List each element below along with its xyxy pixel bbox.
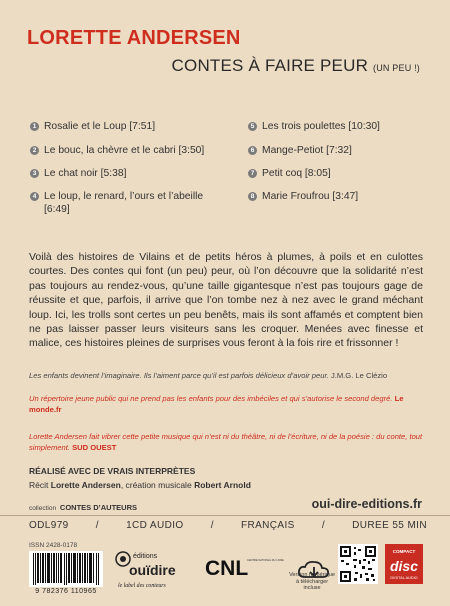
product-specs	[29, 520, 427, 531]
track-item	[30, 190, 230, 216]
track-label: Le bouc, la chèvre et le cabri [3:50]	[44, 145, 205, 156]
cd-logo-top: COMPACT	[392, 549, 416, 554]
quote-sud-ouest	[29, 431, 429, 453]
track-item	[30, 167, 230, 180]
track-item	[30, 120, 230, 133]
description-paragraph: Voilà des histoires de Vilains et de petits héros à plumes, à poils et en culottes courtes. Des contes qui font (un peu) peur, où l’on découvre que la solidarité n’est pas toujours au rendez-vous, qu’une taille gigantesque n’est pas toujours gage de réussite et que, parfois, il arrive que l’on tombe nez à nez avec le grand méchant loup. Ici, les trolls sont certes un peu benêts, mais ils sont affamés et comptent bien ne pas laisser passer leurs visiteurs sans les croquer. Menées avec finesse et malice, ces histoires pleines de surprises vous feront à la fois rire et frissonner !	[29, 251, 423, 350]
ouidire-logo-main: ouïdire	[129, 562, 176, 578]
quote-text: Lorette Andersen fait vibrer cette petite musique qui n’est ni du théâtre, ni de l’écriture, ni de la poésie : du conte, tout simplement.	[29, 432, 423, 452]
track-number: 7	[248, 169, 257, 178]
quote-text: Les enfants devinent l’imaginaire. Ils l’aiment parce qu’il est parfois délicieux d’avoir peur.	[29, 371, 329, 380]
album-title-main: CONTES À FAIRE PEUR	[171, 56, 369, 75]
cd-logo-bottom: DIGITAL AUDIO	[390, 576, 418, 580]
track-number: 6	[248, 146, 257, 155]
track-label: Le loup, le renard, l’ours et l’abeille [6:49]	[44, 191, 204, 215]
album-title	[172, 56, 420, 76]
track-label: Rosalie et le Loup [7:51]	[44, 121, 156, 132]
track-label: Mange-Petiot [7:32]	[262, 145, 352, 156]
track-item	[248, 190, 430, 203]
cd-logo-main: disc	[389, 558, 419, 574]
ouidire-logo	[115, 547, 176, 593]
spec-format: 1CD AUDIO	[126, 520, 184, 531]
credits-heading: RÉALISÉ AVEC DE VRAIS INTERPRÈTES	[29, 466, 196, 476]
cnl-logo-text: CNL	[205, 557, 249, 580]
track-label: Marie Froufrou [3:47]	[262, 191, 359, 202]
collection-label	[29, 503, 137, 512]
collection-prefix: collection	[29, 505, 57, 512]
track-label: Les trois poulettes [10:30]	[262, 121, 380, 132]
quote-le-monde	[29, 393, 429, 415]
divider	[0, 515, 450, 516]
spec-catalog: ODL979	[29, 520, 69, 531]
cnl-logo	[203, 551, 284, 581]
author-name: LORETTE ANDERSEN	[27, 27, 241, 49]
creation-label: , création musicale	[120, 480, 192, 490]
quote-author: J.M.G. Le Clézio	[330, 371, 388, 380]
spec-language: FRANÇAIS	[240, 520, 295, 531]
compact-disc-logo	[385, 544, 423, 584]
track-number: 2	[30, 146, 39, 155]
track-number: 8	[248, 192, 257, 201]
spec-separator: /	[95, 520, 99, 531]
track-number: 3	[30, 169, 39, 178]
credits-line	[29, 480, 251, 490]
track-number: 4	[30, 192, 39, 201]
quote-le-clezio	[29, 371, 429, 380]
track-label: Petit coq [8:05]	[262, 168, 331, 179]
recit-name: Lorette Andersen	[50, 480, 121, 490]
ouidire-logo-top: éditions	[133, 553, 158, 560]
qr-code[interactable]	[338, 544, 378, 584]
quote-source: Le monde.fr	[29, 394, 404, 414]
barcode	[29, 551, 103, 587]
creation-name: Robert Arnold	[194, 480, 251, 490]
cnl-logo-small: CENTRE NATIONAL DU LIVRE	[247, 559, 284, 562]
barcode-number: 9 782376 110965	[35, 588, 97, 595]
issn-number: ISSN 2428-0178	[29, 542, 78, 549]
spec-separator: /	[321, 520, 326, 531]
track-number: 1	[30, 122, 39, 131]
spec-separator: /	[210, 520, 214, 531]
collection-name: CONTES D’AUTEURS	[59, 503, 138, 512]
download-label: Version numérique à télécharger incluse	[289, 572, 335, 591]
quote-source: SUD OUEST	[72, 443, 117, 452]
track-number: 5	[248, 122, 257, 131]
spec-duration: DUREE 55 MIN	[352, 520, 427, 531]
ouidire-logo-sub: le label des conteurs	[118, 583, 166, 589]
track-item	[30, 144, 230, 157]
website-link[interactable]: oui-dire-editions.fr	[311, 497, 422, 511]
album-title-suffix: (UN PEU !)	[373, 63, 420, 73]
track-item	[248, 167, 430, 180]
track-item	[248, 144, 430, 157]
recit-label: Récit	[29, 480, 49, 490]
quote-text: Un répertoire jeune public qui ne prend pas les enfants pour des imbéciles et qui s’autorise le second degré.	[29, 394, 393, 403]
track-item	[248, 120, 430, 133]
track-label: Le chat noir [5:38]	[44, 168, 127, 179]
